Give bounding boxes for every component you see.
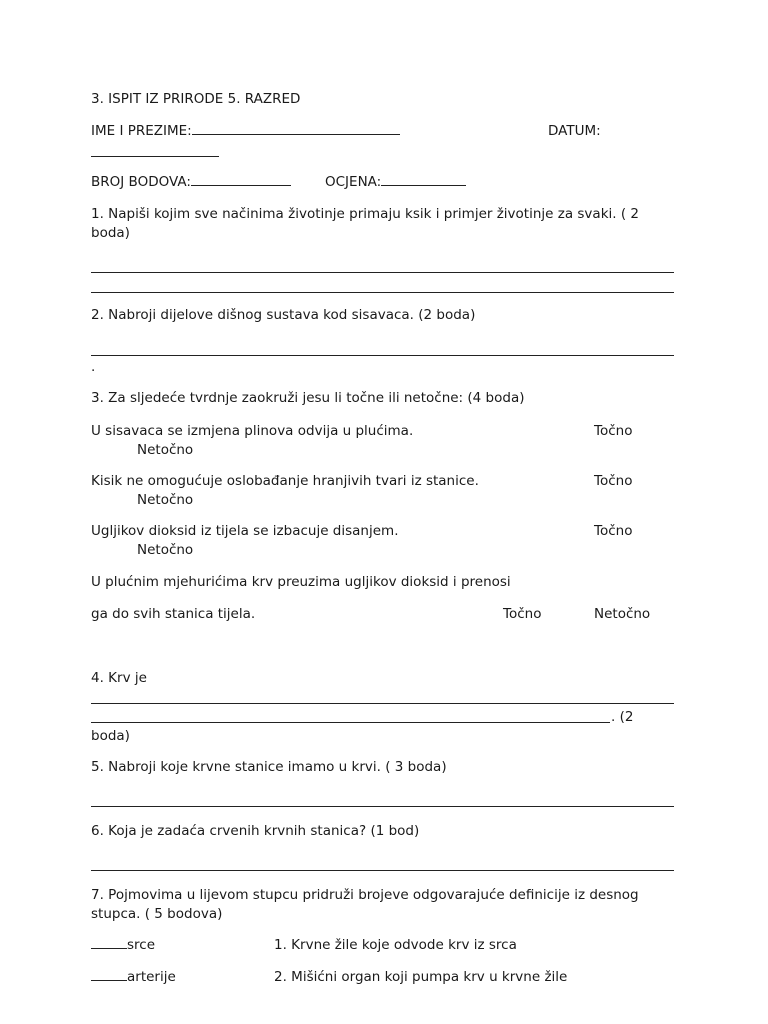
q3-s3-false-option[interactable]: Netočno (137, 542, 194, 558)
q3-s2-true-option[interactable]: Točno (594, 473, 633, 489)
grade-field-row (325, 173, 466, 192)
points-label: BROJ BODOVA: (91, 174, 191, 190)
points-input-line[interactable] (191, 173, 291, 186)
q7-text-cont: stupca. ( 5 bodova) (91, 906, 223, 922)
grade-input-line[interactable] (381, 173, 466, 186)
q3-text: 3. Za sljedeće tvrdnje zaokruži jesu li točne ili netočne: (4 boda) (91, 390, 525, 406)
q3-s3-true-option[interactable]: Točno (594, 523, 633, 539)
q5-text: 5. Nabroji koje krvne stanice imamo u krvi. ( 3 boda) (91, 759, 447, 775)
q5-answer-line[interactable] (91, 806, 674, 807)
q3-statement-3: Ugljikov dioksid iz tijela se izbacuje disanjem. (91, 523, 399, 539)
q3-statement-4: U plućnim mjehurićima krv preuzima ugljikov dioksid i prenosi (91, 574, 511, 590)
date-label: DATUM: (548, 123, 601, 139)
q7-term-row-2 (91, 968, 176, 987)
q3-s1-true-option[interactable]: Točno (594, 423, 633, 439)
q3-s1-false-option[interactable]: Netočno (137, 442, 194, 458)
q4-text: 4. Krv je (91, 670, 147, 686)
q7-term-2: arterije (127, 969, 176, 985)
q2-trail: . (91, 359, 96, 375)
q6-answer-line[interactable] (91, 870, 674, 871)
q3-statement-4-cont: ga do svih stanica tijela. (91, 606, 256, 622)
q3-s4-false-option[interactable]: Netočno (594, 606, 651, 622)
q3-s4-true-option[interactable]: Točno (503, 606, 542, 622)
q4-points-tail: . (2 (611, 709, 634, 725)
q1-answer-line-1[interactable] (91, 272, 674, 273)
q7-term-row-1 (91, 936, 155, 955)
q1-text-cont: boda) (91, 225, 130, 241)
q1-text: 1. Napiši kojim sve načinima životinje primaju ksik i primjer životinje za svaki. ( 2 (91, 206, 639, 222)
q1-answer-line-2[interactable] (91, 292, 674, 293)
q3-s2-false-option[interactable]: Netočno (137, 492, 194, 508)
name-input-line[interactable] (192, 122, 400, 135)
q7-term2-blank[interactable] (91, 968, 127, 981)
q2-answer-line[interactable] (91, 355, 674, 356)
date-input-line[interactable] (91, 144, 219, 157)
q3-statement-1: U sisavaca se izmjena plinova odvija u plućima. (91, 423, 414, 439)
q4-points-cont: boda) (91, 728, 130, 744)
q4-answer-line-2[interactable] (91, 722, 610, 723)
name-field-row (91, 122, 400, 141)
q2-text: 2. Nabroji dijelove dišnog sustava kod sisavaca. (2 boda) (91, 307, 476, 323)
q7-term1-blank[interactable] (91, 936, 127, 949)
q7-definition-1: 1. Krvne žile koje odvode krv iz srca (274, 937, 517, 953)
q4-answer-line-1[interactable] (91, 703, 674, 704)
grade-label: OCJENA: (325, 174, 382, 190)
name-label: IME I PREZIME: (91, 123, 192, 139)
q7-definition-2: 2. Mišićni organ koji pumpa krv u krvne žile (274, 969, 568, 985)
q7-text: 7. Pojmovima u lijevom stupcu pridruži brojeve odgovarajuće definicije iz desnog (91, 887, 639, 903)
exam-title: 3. ISPIT IZ PRIRODE 5. RAZRED (91, 91, 301, 107)
points-field-row (91, 173, 291, 192)
q7-term-1: srce (127, 937, 156, 953)
q6-text: 6. Koja je zadaća crvenih krvnih stanica? (1 bod) (91, 823, 420, 839)
q3-statement-2: Kisik ne omogućuje oslobađanje hranjivih tvari iz stanice. (91, 473, 479, 489)
